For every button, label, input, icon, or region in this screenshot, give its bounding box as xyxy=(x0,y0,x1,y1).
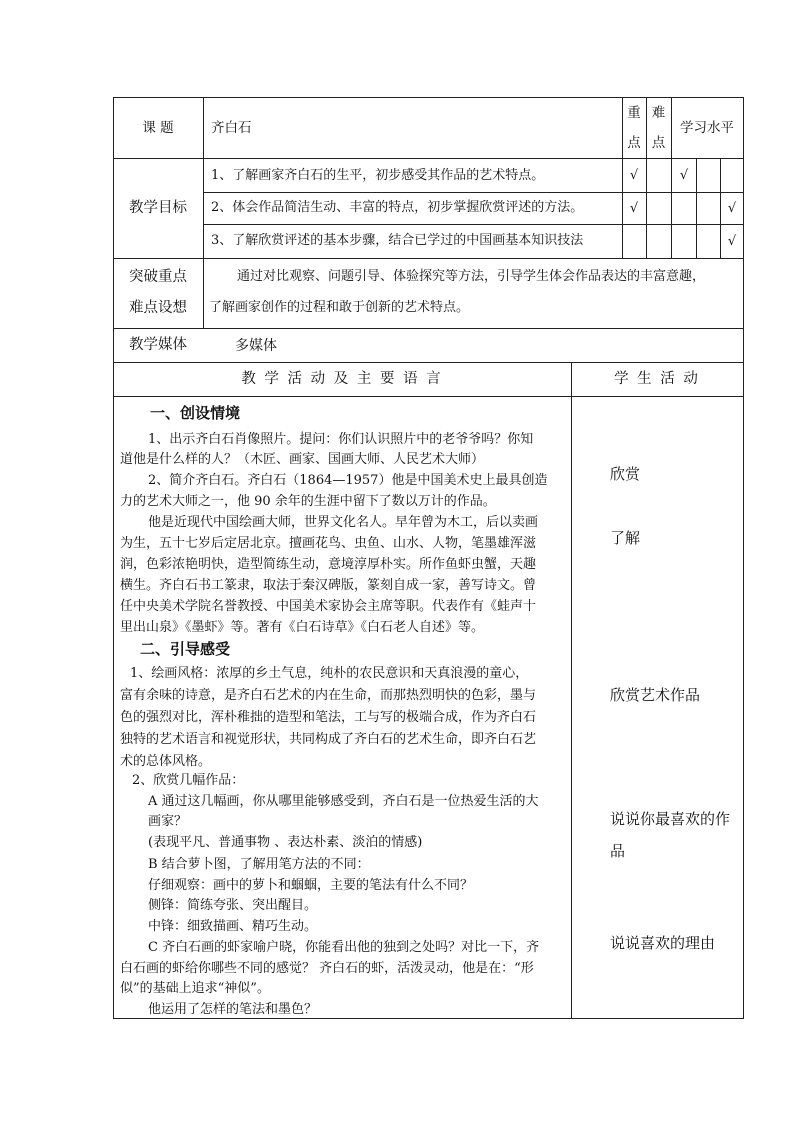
breakthrough-text: 通过对比观察、问题引导、体验探究等方法，引导学生体会作品表达的丰富意趣， xyxy=(237,269,706,284)
body-text: 任中央美术学院名誉教授、中国美术家协会主席等职。代表作有《蛙声十 xyxy=(120,599,537,614)
rule xyxy=(203,192,744,193)
table-border-top xyxy=(113,97,744,98)
key-point-label-2: 点 xyxy=(627,135,641,151)
breakthrough-text-2: 了解画家创作的过程和敢于创新的艺术特点。 xyxy=(209,300,470,315)
rule xyxy=(113,258,744,259)
objective-item: 3、了解欣赏评述的基本步骤，结合已学过的中国画基本知识技法 xyxy=(211,233,584,248)
body-text: 侧锋：简练夸张、突出醒目。 xyxy=(148,898,318,913)
table-border-bottom xyxy=(113,1018,744,1019)
topic-label: 课 题 xyxy=(142,120,174,136)
body-text: 术的总体风格。 xyxy=(120,754,212,769)
topic-value: 齐白石 xyxy=(211,120,252,136)
body-text: A 通过这几幅画，你从哪里能够感受到，齐白石是一位热爱生活的大 xyxy=(148,794,539,809)
check-mark-icon: √ xyxy=(629,201,639,216)
rule xyxy=(720,158,721,259)
body-text: 1、绘画风格：浓厚的乡土气息，纯朴的农民意识和天真浪漫的童心， xyxy=(130,666,529,681)
check-mark-icon: √ xyxy=(679,168,689,183)
objectives-label: 教学目标 xyxy=(129,200,187,216)
body-text: 色的强烈对比，浑朴稚拙的造型和笔法，工与写的极端合成，作为齐白石 xyxy=(120,710,537,725)
rule xyxy=(571,362,572,1019)
media-label: 教学媒体 xyxy=(129,337,187,353)
body-text: 中锋：细致描画、精巧生动。 xyxy=(148,919,318,934)
body-text: 他运用了怎样的笔法和墨色？ xyxy=(148,1002,318,1017)
body-text: B 结合萝卜图，了解用笔方法的不同： xyxy=(148,857,370,872)
table-border-left xyxy=(113,97,114,1019)
key-point-label: 重 xyxy=(627,105,641,121)
objective-item: 1、了解画家齐白石的生平，初步感受其作品的艺术特点。 xyxy=(211,168,545,183)
section-heading: 二、引导感受 xyxy=(140,640,231,658)
body-text: 力的艺术大师之一，他 90 余年的生涯中留下了数以万计的作品。 xyxy=(120,494,496,509)
breakthrough-label: 突破重点 xyxy=(129,269,187,285)
rule xyxy=(203,97,204,329)
check-mark-icon: √ xyxy=(629,168,639,183)
student-activity: 品 xyxy=(610,842,626,860)
section-heading: 一、创设情境 xyxy=(150,404,241,422)
rule xyxy=(113,328,744,329)
body-text: 仔细观察：画中的萝卜和蝈蝈，主要的笔法有什么不同？ xyxy=(148,878,474,893)
student-activity: 说说你最喜欢的作 xyxy=(610,810,731,828)
teaching-activities-header: 教 学 活 动 及 主 要 语 言 xyxy=(241,371,443,387)
body-text: 横生。齐白石书工篆隶，取法于秦汉碑版，篆刻自成一家，善写诗文。曾 xyxy=(120,578,537,593)
rule xyxy=(203,224,744,225)
body-text: 2、欣赏几幅作品： xyxy=(132,773,245,788)
student-activity: 欣赏 xyxy=(610,465,641,483)
rule xyxy=(113,362,744,363)
body-text: (表现平凡、普通事物 、表达朴素、淡泊的情感) xyxy=(148,835,423,850)
student-activity: 了解 xyxy=(610,529,641,547)
body-text: 为生，五十七岁后定居北京。擅画花鸟、虫鱼、山水、人物，笔墨雄浑滋 xyxy=(120,536,537,551)
body-text: C 齐白石画的虾家喻户晓，你能看出他的独到之处吗？对比一下，齐 xyxy=(148,940,540,955)
rule xyxy=(113,396,744,397)
student-activities-header: 学 生 活 动 xyxy=(614,371,700,387)
learning-level-label: 学习水平 xyxy=(680,120,734,136)
table-border-right xyxy=(743,97,744,1019)
body-text: 富有余味的诗意，是齐白石艺术的内在生命，而那热烈明快的色彩，墨与 xyxy=(120,688,537,703)
body-text: 画家？ xyxy=(148,814,188,829)
body-text: 道他是什么样的人？（木匠、画家、国画大师、人民艺术大师） xyxy=(120,452,485,467)
body-text: 1、出示齐白石肖像照片。提问：你们认识照片中的老爷爷吗？你知 xyxy=(148,432,534,447)
body-text: 似”的基础上追求“神似”。 xyxy=(120,981,270,996)
body-text: 独特的艺术语言和视觉形状，共同构成了齐白石的艺术生命，即齐白石艺 xyxy=(120,732,537,747)
body-text: 他是近现代中国绘画大师，世界文化名人。早年曾为木工，后以卖画 xyxy=(148,515,539,530)
media-value: 多媒体 xyxy=(235,338,277,354)
difficulty-label-2: 点 xyxy=(651,135,666,151)
objective-item: 2、体会作品简洁生动、丰富的特点，初步掌握欣赏评述的方法。 xyxy=(211,200,584,215)
body-text: 2、简介齐白石。齐白石（1864—1957）他是中国美术史上最具创造 xyxy=(148,473,548,488)
body-text: 润，色彩浓艳明快，造型简练生动，意境淳厚朴实。所作鱼虾虫蟹，天趣 xyxy=(120,557,537,572)
body-text: 白石画的虾给你哪些不同的感觉？ 齐白石的虾，活泼灵动，他是在：“形 xyxy=(120,961,534,976)
body-text: 里出山泉》《墨虾》等。著有《白石诗草》《白石老人自述》等。 xyxy=(120,620,485,635)
check-mark-icon: √ xyxy=(727,234,737,249)
check-mark-icon: √ xyxy=(727,201,737,216)
student-activity: 欣赏艺术作品 xyxy=(610,686,701,704)
breakthrough-label-2: 难点设想 xyxy=(129,300,187,316)
student-activity: 说说喜欢的理由 xyxy=(610,934,716,952)
rule xyxy=(113,158,744,159)
difficulty-label: 难 xyxy=(651,105,666,121)
rule xyxy=(696,158,697,259)
